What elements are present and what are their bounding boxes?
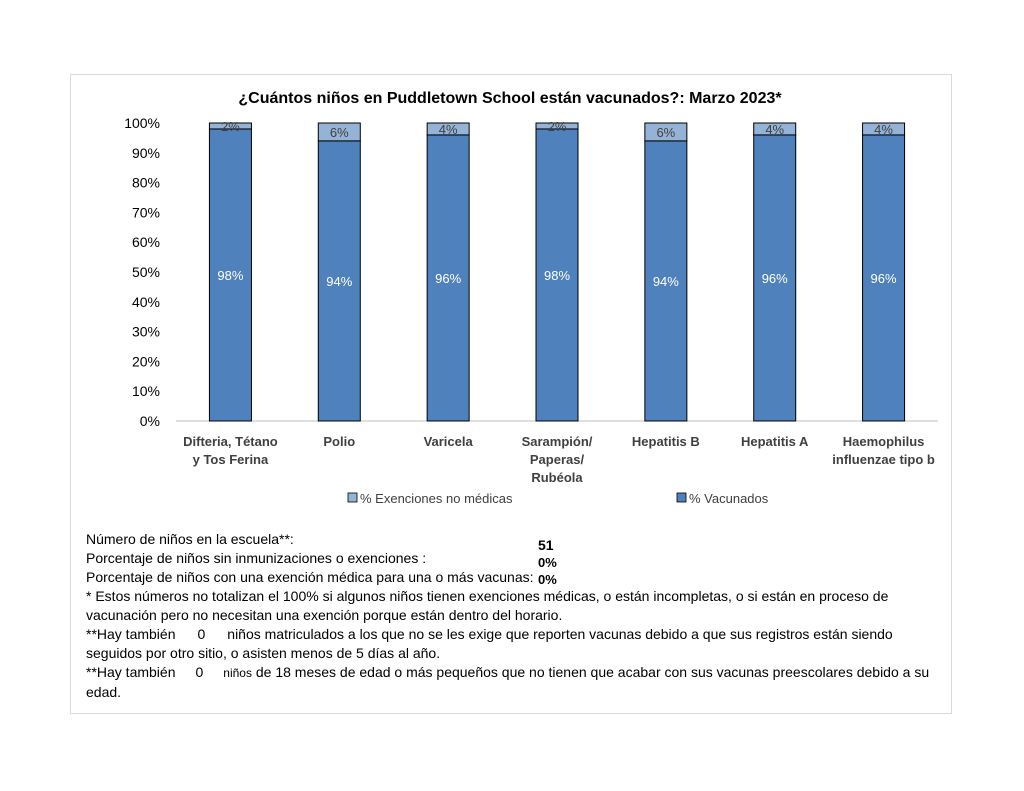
chart-title: ¿Cuántos niños en Puddletown School están vacunados?: Marzo 2023* bbox=[238, 90, 782, 107]
no-immunization-row bbox=[86, 549, 946, 568]
medical-exemption-label: Porcentaje de niños con una exención médica para una o más vacunas: bbox=[86, 569, 534, 585]
footnote-1: * Estos números no totalizan el 100% si algunos niños tienen exenciones médicas, o están incompletas, o si están en proceso de vacunación pero no necesitan una exención porque están dentro del horario. bbox=[86, 588, 889, 623]
x-tick-label: Haemophilus bbox=[842, 434, 925, 449]
data-label-vacunados: 96% bbox=[761, 270, 788, 286]
data-label-exenciones: 6% bbox=[329, 124, 349, 140]
legend-label: % Exenciones no médicas bbox=[360, 491, 513, 506]
y-tick-label: 100% bbox=[124, 115, 160, 131]
y-tick-label: 20% bbox=[131, 353, 160, 370]
legend-swatch bbox=[677, 493, 686, 502]
x-tick-label: influenzae tipo b bbox=[832, 452, 935, 467]
data-label-vacunados: 96% bbox=[870, 270, 897, 286]
legend-label: % Vacunados bbox=[689, 491, 769, 506]
y-tick-label: 70% bbox=[131, 204, 160, 221]
footnote-2-prefix: **Hay también bbox=[86, 626, 176, 642]
medical-exemption-value: 0% bbox=[538, 572, 557, 587]
footnote-3-prefix: **Hay también bbox=[86, 664, 176, 680]
y-tick-label: 80% bbox=[131, 174, 160, 191]
x-tick-label: Varicela bbox=[423, 434, 473, 449]
x-tick-label: y Tos Ferina bbox=[192, 452, 269, 467]
footnote-3 bbox=[86, 663, 946, 702]
x-tick-label: Sarampión/ bbox=[521, 434, 593, 449]
medical-exemption-row bbox=[86, 568, 946, 587]
y-tick-label: 40% bbox=[131, 293, 160, 310]
no-immunization-value: 0% bbox=[538, 555, 557, 570]
data-label-vacunados: 94% bbox=[652, 273, 679, 289]
footnote-2-text: niños matriculados a los que no se les exige que reporten vacunas debido a que sus registros están siendo seguidos por otro sitio, o asisten menos de 5 días al año. bbox=[86, 626, 893, 661]
data-label-exenciones: 2% bbox=[547, 118, 567, 134]
students-count-value: 51 bbox=[538, 537, 554, 553]
notes-section bbox=[86, 530, 946, 702]
students-count-label: Número de niños en la escuela**: bbox=[86, 531, 294, 547]
x-tick-label: Paperas/ bbox=[529, 452, 585, 467]
data-label-exenciones: 2% bbox=[221, 118, 240, 134]
legend-swatch bbox=[348, 493, 357, 502]
x-tick-label: Hepatitis A bbox=[741, 434, 809, 449]
footnote-3-ninos: niños bbox=[223, 666, 252, 680]
footnote-2-number: 0 bbox=[197, 626, 206, 642]
y-tick-label: 0% bbox=[139, 413, 160, 429]
y-tick-label: 10% bbox=[131, 383, 160, 400]
data-label-vacunados: 96% bbox=[435, 270, 462, 286]
x-tick-label: Difteria, Tétano bbox=[183, 434, 278, 449]
no-immunization-label: Porcentaje de niños sin inmunizaciones o exenciones : bbox=[86, 550, 427, 566]
data-label-vacunados: 94% bbox=[326, 273, 353, 289]
x-tick-label: Rubéola bbox=[531, 470, 583, 485]
students-count-row bbox=[86, 530, 946, 549]
y-tick-label: 90% bbox=[131, 144, 160, 161]
data-label-vacunados: 98% bbox=[543, 267, 571, 283]
footnote-3-number: 0 bbox=[195, 664, 204, 680]
y-tick-label: 60% bbox=[131, 234, 160, 251]
x-tick-label: Polio bbox=[323, 434, 356, 449]
footnote-3-text: de 18 meses de edad o más pequeños que no tienen que acabar con sus vacunas preescolares debido a su edad. bbox=[86, 664, 930, 700]
data-label-vacunados: 98% bbox=[217, 267, 244, 283]
data-label-exenciones: 4% bbox=[874, 121, 893, 137]
x-tick-label: Hepatitis B bbox=[631, 434, 700, 449]
data-label-exenciones: 4% bbox=[765, 121, 785, 137]
footnote-2 bbox=[86, 625, 946, 663]
y-tick-label: 50% bbox=[131, 264, 160, 280]
data-label-exenciones: 4% bbox=[438, 121, 458, 137]
data-label-exenciones: 6% bbox=[656, 124, 676, 140]
y-tick-label: 30% bbox=[131, 323, 160, 340]
